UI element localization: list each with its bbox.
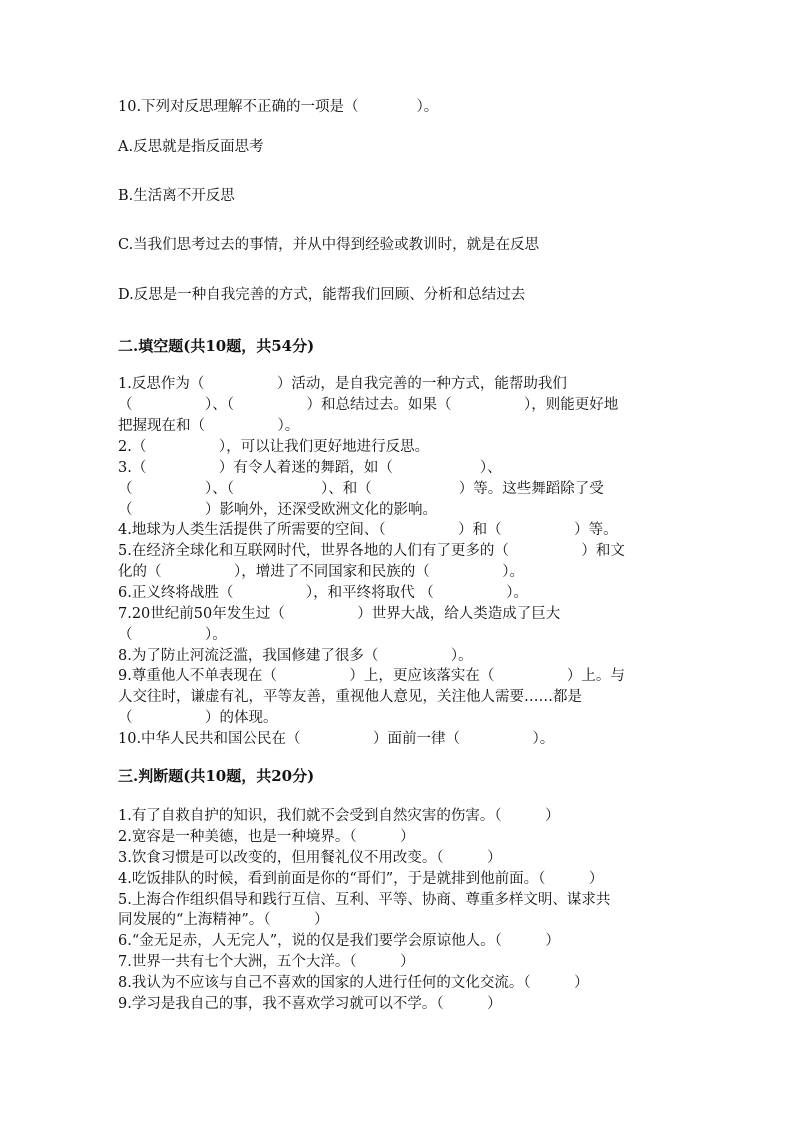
option-c: C.当我们思考过去的事情，并从中得到经验或教训时，就是在反思 bbox=[118, 237, 540, 253]
fill-line: 10.中华人民共和国公民在（ ）面前一律（ ）。 bbox=[118, 731, 555, 747]
fill-line: 6.正义终将战胜（ ），和平终将取代 （ ）。 bbox=[118, 585, 528, 601]
judge-line: 7.世界一共有七个大洲，五个大洋。（ ） bbox=[118, 954, 415, 970]
question-10-stem: 10.下列对反思理解不正确的一项是（ ）。 bbox=[118, 99, 439, 115]
judge-line: 6.“金无足赤，人无完人”，说的仅是我们要学会原谅他人。（ ） bbox=[118, 933, 560, 949]
judge-line: 2.宽容是一种美德，也是一种境界。（ ） bbox=[118, 829, 415, 845]
fill-line: 4.地球为人类生活提供了所需要的空间、（ ）和（ ）等。 bbox=[118, 522, 618, 538]
fill-line: 人交往时，谦虚有礼，平等友善，重视他人意见，关注他人需要……都是 bbox=[118, 689, 582, 705]
fill-line: （ ）影响外，还深受欧洲文化的影响。 bbox=[118, 502, 437, 518]
judge-line: 1.有了自救自护的知识，我们就不会受到自然灾害的伤害。（ ） bbox=[118, 808, 560, 824]
option-a: A.反思就是指反面思考 bbox=[118, 139, 264, 155]
section-2-title: 二.填空题(共10题，共54分) bbox=[118, 337, 315, 355]
fill-line: 把握现在和（ ）。 bbox=[118, 418, 300, 434]
fill-line: （ ）、（ ）、和（ ）等。这些舞蹈除了受 bbox=[118, 481, 604, 497]
fill-line: 7.20世纪前50年发生过（ ）世界大战，给人类造成了巨大 bbox=[118, 606, 561, 622]
fill-line: 3.（ ）有令人着迷的舞蹈，如（ ）、 bbox=[118, 460, 502, 476]
judge-line: 5.上海合作组织倡导和践行互信、互利、平等、协商、尊重多样文明、谋求共 bbox=[118, 892, 611, 908]
judge-line: 8.我认为不应该与自己不喜欢的国家的人进行任何的文化交流。（ ） bbox=[118, 975, 589, 991]
judge-line: 同发展的“上海精神”。（ ） bbox=[118, 912, 329, 928]
section-3-title: 三.判断题(共10题，共20分) bbox=[118, 767, 315, 785]
fill-line: （ ）的体现。 bbox=[118, 710, 278, 726]
fill-line: 9.尊重他人不单表现在（ ）上，更应该落实在（ ）上。与 bbox=[118, 668, 625, 684]
fill-line: 化的（ ），增进了不同国家和民族的（ ）。 bbox=[118, 564, 524, 580]
fill-line: 5.在经济全球化和互联网时代，世界各地的人们有了更多的（ ）和文 bbox=[118, 543, 625, 559]
fill-line: 1.反思作为（ ）活动，是自我完善的一种方式，能帮助我们 bbox=[118, 376, 567, 392]
fill-line: （ ）。 bbox=[118, 627, 227, 643]
fill-line: 8.为了防止河流泛滥，我国修建了很多（ ）。 bbox=[118, 648, 473, 664]
fill-line: （ ）、（ ）和总结过去。如果（ ），则能更好地 bbox=[118, 397, 619, 413]
judge-line: 9.学习是我自己的事，我不喜欢学习就可以不学。（ ） bbox=[118, 996, 502, 1012]
fill-line: 2.（ ），可以让我们更好地进行反思。 bbox=[118, 439, 430, 455]
judge-line: 3.饮食习惯是可以改变的，但用餐礼仪不用改变。（ ） bbox=[118, 850, 502, 866]
option-b: B.生活离不开反思 bbox=[118, 188, 235, 204]
judge-line: 4.吃饭排队的时候，看到前面是你的“哥们”，于是就排到他前面。（ ） bbox=[118, 871, 604, 887]
option-d: D.反思是一种自我完善的方式，能帮我们回顾、分析和总结过去 bbox=[118, 287, 526, 303]
